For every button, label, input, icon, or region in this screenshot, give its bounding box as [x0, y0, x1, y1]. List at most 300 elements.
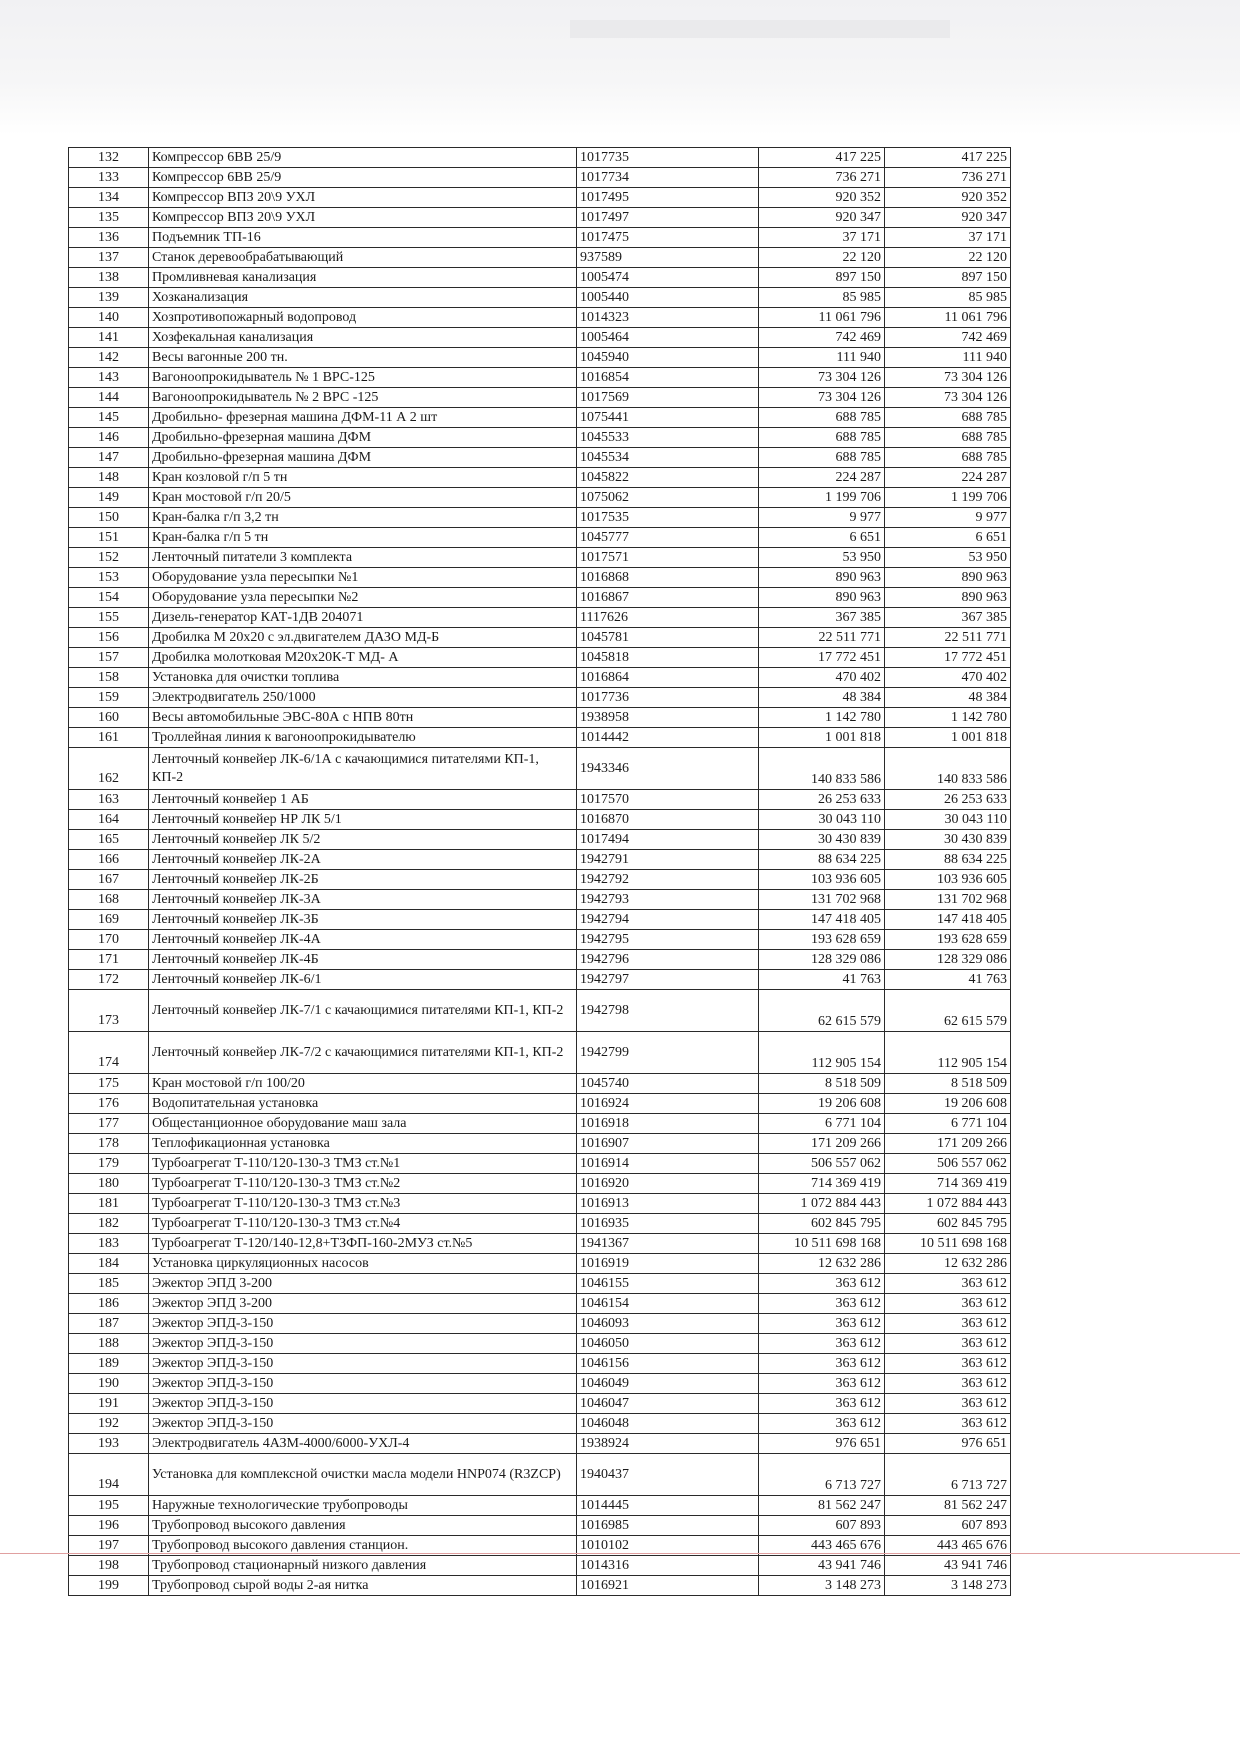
inventory-code: 1016935 — [577, 1214, 759, 1234]
initial-cost: 890 963 — [759, 588, 885, 608]
row-number: 161 — [69, 728, 149, 748]
inventory-code: 1016924 — [577, 1094, 759, 1114]
inventory-code: 1046154 — [577, 1294, 759, 1314]
initial-cost: 11 061 796 — [759, 308, 885, 328]
initial-cost: 12 632 286 — [759, 1254, 885, 1274]
item-name: Компрессор ВПЗ 20\9 УХЛ — [149, 208, 577, 228]
initial-cost: 88 634 225 — [759, 850, 885, 870]
residual-cost: 9 977 — [885, 508, 1011, 528]
initial-cost: 363 612 — [759, 1354, 885, 1374]
table-row — [69, 568, 1011, 588]
residual-cost: 363 612 — [885, 1294, 1011, 1314]
residual-cost: 81 562 247 — [885, 1496, 1011, 1516]
residual-cost: 6 713 727 — [885, 1454, 1011, 1496]
row-number: 186 — [69, 1294, 149, 1314]
table-row — [69, 1032, 1011, 1074]
item-name: Эжектор ЭПД-3-150 — [149, 1374, 577, 1394]
table-row — [69, 528, 1011, 548]
table-row — [69, 228, 1011, 248]
row-number: 193 — [69, 1434, 149, 1454]
initial-cost: 714 369 419 — [759, 1174, 885, 1194]
item-name: Трубопровод высокого давления станцион. — [149, 1536, 577, 1556]
inventory-code: 1046155 — [577, 1274, 759, 1294]
row-number: 188 — [69, 1334, 149, 1354]
table-row — [69, 1254, 1011, 1274]
row-number: 140 — [69, 308, 149, 328]
item-name: Дробилка М 20х20 с эл.двигателем ДАЗО МД-Б — [149, 628, 577, 648]
residual-cost: 17 772 451 — [885, 648, 1011, 668]
inventory-code: 1942797 — [577, 970, 759, 990]
inventory-code: 1045777 — [577, 528, 759, 548]
item-name: Эжектор ЭПД 3-200 — [149, 1274, 577, 1294]
residual-cost: 363 612 — [885, 1334, 1011, 1354]
table-row — [69, 830, 1011, 850]
item-name: Дробилка молотковая М20х20К-Т МД- А — [149, 648, 577, 668]
residual-cost: 8 518 509 — [885, 1074, 1011, 1094]
residual-cost: 976 651 — [885, 1434, 1011, 1454]
residual-cost: 26 253 633 — [885, 790, 1011, 810]
row-number: 159 — [69, 688, 149, 708]
table-row — [69, 208, 1011, 228]
residual-cost: 48 384 — [885, 688, 1011, 708]
item-name: Турбоагрегат Т-110/120-130-3 ТМЗ ст.№1 — [149, 1154, 577, 1174]
item-name: Трубопровод высокого давления — [149, 1516, 577, 1536]
item-name: Оборудование узла пересыпки №1 — [149, 568, 577, 588]
initial-cost: 688 785 — [759, 448, 885, 468]
table-row — [69, 748, 1011, 790]
item-name: Хозфекальная канализация — [149, 328, 577, 348]
table-row — [69, 348, 1011, 368]
item-name: Дробильно- фрезерная машина ДФМ-11 А 2 шт — [149, 408, 577, 428]
initial-cost: 111 940 — [759, 348, 885, 368]
residual-cost: 1 199 706 — [885, 488, 1011, 508]
initial-cost: 363 612 — [759, 1394, 885, 1414]
row-number: 153 — [69, 568, 149, 588]
row-number: 181 — [69, 1194, 149, 1214]
residual-cost: 417 225 — [885, 148, 1011, 168]
item-name: Ленточный конвейер ЛК-3Б — [149, 910, 577, 930]
initial-cost: 22 120 — [759, 248, 885, 268]
initial-cost: 1 142 780 — [759, 708, 885, 728]
row-number: 167 — [69, 870, 149, 890]
table-row — [69, 970, 1011, 990]
initial-cost: 976 651 — [759, 1434, 885, 1454]
residual-cost: 73 304 126 — [885, 368, 1011, 388]
table-row — [69, 1134, 1011, 1154]
item-name: Ленточный конвейер ЛК-2Б — [149, 870, 577, 890]
row-number: 178 — [69, 1134, 149, 1154]
row-number: 151 — [69, 528, 149, 548]
initial-cost: 6 713 727 — [759, 1454, 885, 1496]
inventory-code: 1014316 — [577, 1556, 759, 1576]
table-row — [69, 850, 1011, 870]
residual-cost: 88 634 225 — [885, 850, 1011, 870]
row-number: 199 — [69, 1576, 149, 1596]
table-row — [69, 728, 1011, 748]
item-name: Ленточный конвейер ЛК-3А — [149, 890, 577, 910]
table-row — [69, 870, 1011, 890]
item-name: Компрессор ВПЗ 20\9 УХЛ — [149, 188, 577, 208]
residual-cost: 363 612 — [885, 1394, 1011, 1414]
initial-cost: 85 985 — [759, 288, 885, 308]
item-name: Наружные технологические трубопроводы — [149, 1496, 577, 1516]
initial-cost: 73 304 126 — [759, 368, 885, 388]
residual-cost: 41 763 — [885, 970, 1011, 990]
row-number: 173 — [69, 990, 149, 1032]
residual-cost: 367 385 — [885, 608, 1011, 628]
item-name: Турбоагрегат Т-110/120-130-3 ТМЗ ст.№3 — [149, 1194, 577, 1214]
row-number: 179 — [69, 1154, 149, 1174]
row-number: 137 — [69, 248, 149, 268]
residual-cost: 607 893 — [885, 1516, 1011, 1536]
item-name: Турбоагрегат Т-110/120-130-3 ТМЗ ст.№2 — [149, 1174, 577, 1194]
inventory-code: 1014442 — [577, 728, 759, 748]
item-name: Ленточный конвейер 1 АБ — [149, 790, 577, 810]
residual-cost: 11 061 796 — [885, 308, 1011, 328]
table-row — [69, 168, 1011, 188]
table-row — [69, 188, 1011, 208]
table-row — [69, 1354, 1011, 1374]
residual-cost: 897 150 — [885, 268, 1011, 288]
inventory-code: 1046050 — [577, 1334, 759, 1354]
initial-cost: 890 963 — [759, 568, 885, 588]
initial-cost: 470 402 — [759, 668, 885, 688]
row-number: 198 — [69, 1556, 149, 1576]
row-number: 175 — [69, 1074, 149, 1094]
item-name: Ленточный конвейер ЛК-4А — [149, 930, 577, 950]
residual-cost: 363 612 — [885, 1274, 1011, 1294]
item-name: Ленточный конвейер ЛК-2А — [149, 850, 577, 870]
table-row — [69, 708, 1011, 728]
residual-cost: 688 785 — [885, 448, 1011, 468]
item-name: Подъемник ТП-16 — [149, 228, 577, 248]
residual-cost: 742 469 — [885, 328, 1011, 348]
item-name: Ленточный конвейер ЛК-4Б — [149, 950, 577, 970]
residual-cost: 1 001 818 — [885, 728, 1011, 748]
row-number: 170 — [69, 930, 149, 950]
table-row — [69, 1194, 1011, 1214]
initial-cost: 363 612 — [759, 1294, 885, 1314]
row-number: 142 — [69, 348, 149, 368]
row-number: 163 — [69, 790, 149, 810]
initial-cost: 506 557 062 — [759, 1154, 885, 1174]
table-row — [69, 1516, 1011, 1536]
row-number: 176 — [69, 1094, 149, 1114]
row-number: 190 — [69, 1374, 149, 1394]
row-number: 141 — [69, 328, 149, 348]
initial-cost: 363 612 — [759, 1274, 885, 1294]
table-row — [69, 1454, 1011, 1496]
table-row — [69, 1074, 1011, 1094]
inventory-code: 1016870 — [577, 810, 759, 830]
inventory-code: 1017475 — [577, 228, 759, 248]
inventory-code: 1045781 — [577, 628, 759, 648]
inventory-code: 1942791 — [577, 850, 759, 870]
inventory-code: 1075062 — [577, 488, 759, 508]
item-name: Электродвигатель 250/1000 — [149, 688, 577, 708]
residual-cost: 6 651 — [885, 528, 1011, 548]
inventory-code: 1075441 — [577, 408, 759, 428]
row-number: 146 — [69, 428, 149, 448]
inventory-code: 1046049 — [577, 1374, 759, 1394]
table-row — [69, 1374, 1011, 1394]
item-name: Ленточный конвейер ЛК-7/1 с качающимися питателями КП-1, КП-2 — [149, 990, 577, 1032]
inventory-code: 1942793 — [577, 890, 759, 910]
item-name: Кран козловой г/п 5 тн — [149, 468, 577, 488]
table-row — [69, 368, 1011, 388]
inventory-code: 1016854 — [577, 368, 759, 388]
row-number: 195 — [69, 1496, 149, 1516]
initial-cost: 62 615 579 — [759, 990, 885, 1032]
initial-cost: 30 043 110 — [759, 810, 885, 830]
residual-cost: 6 771 104 — [885, 1114, 1011, 1134]
row-number: 171 — [69, 950, 149, 970]
inventory-code: 1016867 — [577, 588, 759, 608]
row-number: 169 — [69, 910, 149, 930]
initial-cost: 8 518 509 — [759, 1074, 885, 1094]
inventory-code: 1016907 — [577, 1134, 759, 1154]
residual-cost: 602 845 795 — [885, 1214, 1011, 1234]
residual-cost: 920 352 — [885, 188, 1011, 208]
item-name: Эжектор ЭПД 3-200 — [149, 1294, 577, 1314]
item-name: Ленточный питатели 3 комплекта — [149, 548, 577, 568]
inventory-code: 1117626 — [577, 608, 759, 628]
table-row — [69, 1114, 1011, 1134]
row-number: 187 — [69, 1314, 149, 1334]
item-name: Весы автомобильные ЭВС-80А с НПВ 80тн — [149, 708, 577, 728]
item-name: Кран мостовой г/п 100/20 — [149, 1074, 577, 1094]
inventory-code: 1045533 — [577, 428, 759, 448]
row-number: 143 — [69, 368, 149, 388]
initial-cost: 602 845 795 — [759, 1214, 885, 1234]
inventory-code: 1940437 — [577, 1454, 759, 1496]
row-number: 150 — [69, 508, 149, 528]
item-name: Эжектор ЭПД-3-150 — [149, 1334, 577, 1354]
residual-cost: 22 120 — [885, 248, 1011, 268]
inventory-code: 1017569 — [577, 388, 759, 408]
item-name: Компрессор 6ВВ 25/9 — [149, 168, 577, 188]
initial-cost: 6 771 104 — [759, 1114, 885, 1134]
initial-cost: 10 511 698 168 — [759, 1234, 885, 1254]
initial-cost: 367 385 — [759, 608, 885, 628]
residual-cost: 131 702 968 — [885, 890, 1011, 910]
inventory-code: 1017736 — [577, 688, 759, 708]
residual-cost: 363 612 — [885, 1374, 1011, 1394]
row-number: 158 — [69, 668, 149, 688]
inventory-code: 1045940 — [577, 348, 759, 368]
table-row — [69, 1576, 1011, 1596]
initial-cost: 363 612 — [759, 1374, 885, 1394]
initial-cost: 73 304 126 — [759, 388, 885, 408]
item-name: Станок деревообрабатывающий — [149, 248, 577, 268]
initial-cost: 43 941 746 — [759, 1556, 885, 1576]
table-row — [69, 608, 1011, 628]
item-name: Эжектор ЭПД-3-150 — [149, 1314, 577, 1334]
initial-cost: 417 225 — [759, 148, 885, 168]
table-row — [69, 288, 1011, 308]
residual-cost: 62 615 579 — [885, 990, 1011, 1032]
residual-cost: 12 632 286 — [885, 1254, 1011, 1274]
item-name: Кран-балка г/п 5 тн — [149, 528, 577, 548]
inventory-code: 1010102 — [577, 1536, 759, 1556]
inventory-code: 1016985 — [577, 1516, 759, 1536]
initial-cost: 41 763 — [759, 970, 885, 990]
residual-cost: 30 043 110 — [885, 810, 1011, 830]
row-number: 191 — [69, 1394, 149, 1414]
table-row — [69, 1214, 1011, 1234]
initial-cost: 128 329 086 — [759, 950, 885, 970]
inventory-code: 1014323 — [577, 308, 759, 328]
inventory-code: 1017734 — [577, 168, 759, 188]
inventory-code: 1046156 — [577, 1354, 759, 1374]
inventory-code: 1016913 — [577, 1194, 759, 1214]
table-row — [69, 668, 1011, 688]
table-row — [69, 890, 1011, 910]
item-name: Хозканализация — [149, 288, 577, 308]
row-number: 185 — [69, 1274, 149, 1294]
inventory-code: 1017735 — [577, 148, 759, 168]
table-row — [69, 1094, 1011, 1114]
inventory-code: 1942799 — [577, 1032, 759, 1074]
initial-cost: 920 347 — [759, 208, 885, 228]
table-row — [69, 990, 1011, 1032]
initial-cost: 17 772 451 — [759, 648, 885, 668]
item-name: Установка для комплексной очистки масла модели HNP074 (R3ZCP) — [149, 1454, 577, 1496]
row-number: 160 — [69, 708, 149, 728]
item-name: Весы вагонные 200 тн. — [149, 348, 577, 368]
item-name: Установка для очистки топлива — [149, 668, 577, 688]
initial-cost: 920 352 — [759, 188, 885, 208]
table-row — [69, 628, 1011, 648]
residual-cost: 111 940 — [885, 348, 1011, 368]
row-number: 183 — [69, 1234, 149, 1254]
inventory-code: 1005464 — [577, 328, 759, 348]
inventory-code: 1046047 — [577, 1394, 759, 1414]
residual-cost: 363 612 — [885, 1314, 1011, 1334]
item-name: Кран-балка г/п 3,2 тн — [149, 508, 577, 528]
item-name: Хозпротивопожарный водопровод — [149, 308, 577, 328]
initial-cost: 53 950 — [759, 548, 885, 568]
residual-cost: 171 209 266 — [885, 1134, 1011, 1154]
item-name: Вагоноопрокидыватель № 1 ВРС-125 — [149, 368, 577, 388]
initial-cost: 131 702 968 — [759, 890, 885, 910]
row-number: 180 — [69, 1174, 149, 1194]
residual-cost: 193 628 659 — [885, 930, 1011, 950]
inventory-code: 1017497 — [577, 208, 759, 228]
row-number: 197 — [69, 1536, 149, 1556]
row-number: 196 — [69, 1516, 149, 1536]
table-row — [69, 448, 1011, 468]
row-number: 155 — [69, 608, 149, 628]
row-number: 156 — [69, 628, 149, 648]
initial-cost: 26 253 633 — [759, 790, 885, 810]
table-row — [69, 1434, 1011, 1454]
table-row — [69, 1154, 1011, 1174]
initial-cost: 363 612 — [759, 1334, 885, 1354]
inventory-code: 1941367 — [577, 1234, 759, 1254]
row-number: 132 — [69, 148, 149, 168]
row-number: 184 — [69, 1254, 149, 1274]
table-row — [69, 1394, 1011, 1414]
item-name: Кран мостовой г/п 20/5 — [149, 488, 577, 508]
row-number: 138 — [69, 268, 149, 288]
inventory-code: 1016921 — [577, 1576, 759, 1596]
row-number: 164 — [69, 810, 149, 830]
table-row — [69, 1556, 1011, 1576]
row-number: 177 — [69, 1114, 149, 1134]
residual-cost: 1 072 884 443 — [885, 1194, 1011, 1214]
item-name: Трубопровод сырой воды 2-ая нитка — [149, 1576, 577, 1596]
inventory-code: 1943346 — [577, 748, 759, 790]
initial-cost: 112 905 154 — [759, 1032, 885, 1074]
initial-cost: 3 148 273 — [759, 1576, 885, 1596]
table-row — [69, 930, 1011, 950]
row-number: 194 — [69, 1454, 149, 1496]
item-name: Дробильно-фрезерная машина ДФМ — [149, 448, 577, 468]
residual-cost: 470 402 — [885, 668, 1011, 688]
inventory-code: 1938958 — [577, 708, 759, 728]
row-number: 152 — [69, 548, 149, 568]
row-number: 145 — [69, 408, 149, 428]
inventory-code: 937589 — [577, 248, 759, 268]
item-name: Троллейная линия к вагоноопрокидывателю — [149, 728, 577, 748]
inventory-code: 1017570 — [577, 790, 759, 810]
item-name: Турбоагрегат Т-120/140-12,8+ТЗФП-160-2МУЗ ст.№5 — [149, 1234, 577, 1254]
row-number: 149 — [69, 488, 149, 508]
inventory-table-body — [69, 148, 1011, 1596]
residual-cost: 147 418 405 — [885, 910, 1011, 930]
item-name: Турбоагрегат Т-110/120-130-3 ТМЗ ст.№4 — [149, 1214, 577, 1234]
residual-cost: 1 142 780 — [885, 708, 1011, 728]
row-number: 148 — [69, 468, 149, 488]
residual-cost: 85 985 — [885, 288, 1011, 308]
inventory-code: 1005474 — [577, 268, 759, 288]
item-name: Ленточный конвейер ЛК-6/1 — [149, 970, 577, 990]
table-row — [69, 308, 1011, 328]
residual-cost: 53 950 — [885, 548, 1011, 568]
residual-cost: 3 148 273 — [885, 1576, 1011, 1596]
table-row — [69, 1294, 1011, 1314]
inventory-table — [68, 147, 1011, 1596]
residual-cost: 363 612 — [885, 1354, 1011, 1374]
initial-cost: 443 465 676 — [759, 1536, 885, 1556]
table-row — [69, 468, 1011, 488]
initial-cost: 81 562 247 — [759, 1496, 885, 1516]
item-name: Дробильно-фрезерная машина ДФМ — [149, 428, 577, 448]
inventory-code: 1017494 — [577, 830, 759, 850]
item-name: Компрессор 6ВВ 25/9 — [149, 148, 577, 168]
residual-cost: 224 287 — [885, 468, 1011, 488]
inventory-code: 1016914 — [577, 1154, 759, 1174]
initial-cost: 6 651 — [759, 528, 885, 548]
initial-cost: 224 287 — [759, 468, 885, 488]
item-name: Установка циркуляционных насосов — [149, 1254, 577, 1274]
table-row — [69, 388, 1011, 408]
row-number: 168 — [69, 890, 149, 910]
table-row — [69, 508, 1011, 528]
table-row — [69, 1314, 1011, 1334]
residual-cost: 363 612 — [885, 1414, 1011, 1434]
item-name: Электродвигатель 4АЗМ-4000/6000-УХЛ-4 — [149, 1434, 577, 1454]
initial-cost: 688 785 — [759, 428, 885, 448]
residual-cost: 19 206 608 — [885, 1094, 1011, 1114]
item-name: Промливневая канализация — [149, 268, 577, 288]
initial-cost: 30 430 839 — [759, 830, 885, 850]
item-name: Эжектор ЭПД-3-150 — [149, 1394, 577, 1414]
inventory-code: 1017571 — [577, 548, 759, 568]
inventory-code: 1016919 — [577, 1254, 759, 1274]
initial-cost: 736 271 — [759, 168, 885, 188]
